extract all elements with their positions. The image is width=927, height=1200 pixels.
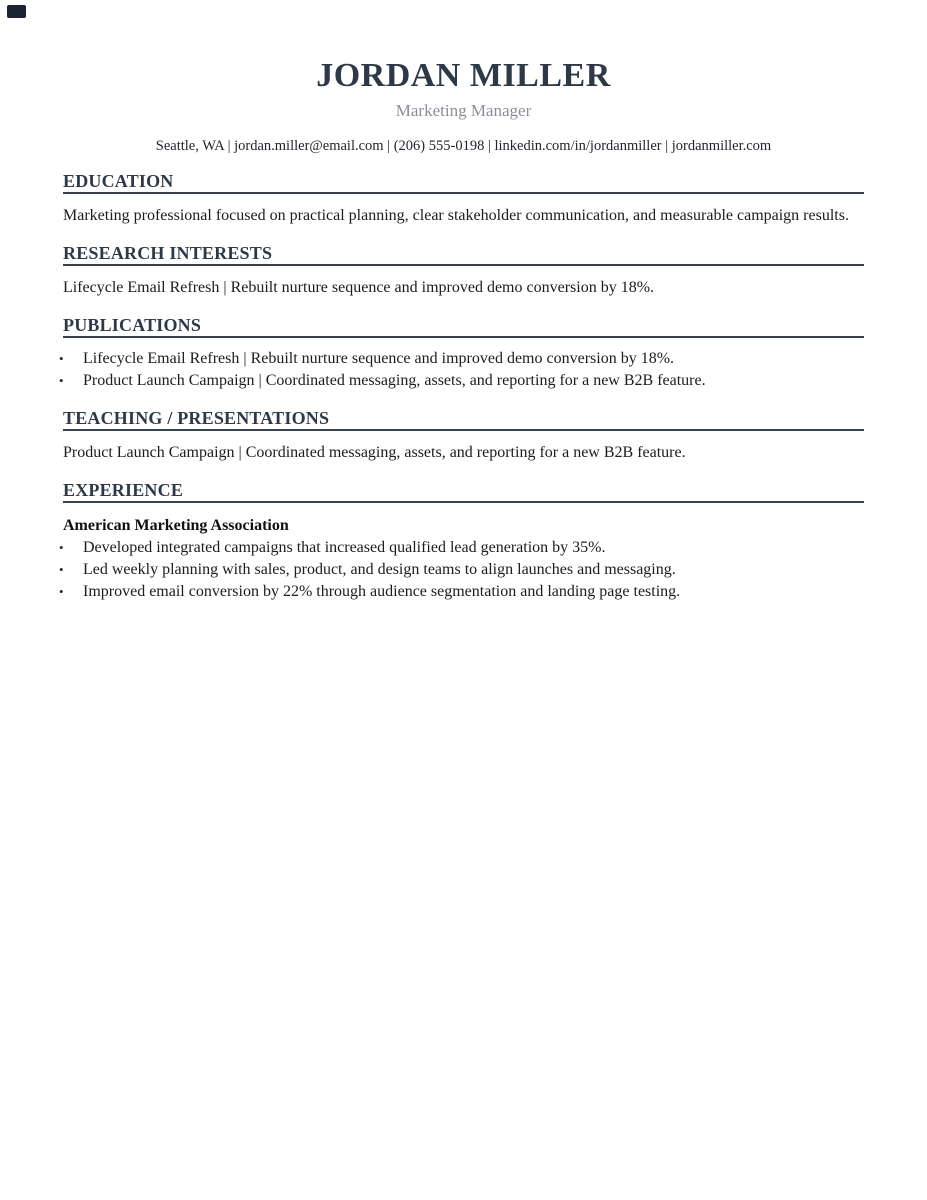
bullet-icon: • [59,562,64,577]
person-name: JORDAN MILLER [316,57,611,94]
bullet-text: Improved email conversion by 22% through audience segmentation and landing page testing. [83,583,681,600]
employer-name: American Marketing Association [63,517,289,534]
section-publications [59,315,864,392]
teaching-presentations-paragraph: Product Launch Campaign | Coordinated messaging, assets, and reporting for a new B2B feature. [63,444,686,461]
bullet-icon: • [59,584,64,599]
section-heading-research-interests: RESEARCH INTERESTS [63,243,864,266]
section-teaching-presentations [63,408,864,464]
experience-list [59,537,864,603]
job-title: Marketing Manager [395,101,532,120]
bullet-text: Product Launch Campaign | Coordinated messaging, assets, and reporting for a new B2B feature. [83,372,706,389]
research-interests-paragraph: Lifecycle Email Refresh | Rebuilt nurture sequence and improved demo conversion by 18%. [63,279,655,296]
list-item [57,370,864,392]
publications-list [59,348,864,392]
list-item [57,348,864,370]
list-item [57,537,864,559]
page-corner-marker [7,5,26,18]
list-item [57,581,864,603]
section-heading-education: EDUCATION [63,171,864,194]
section-education [63,171,864,227]
bullet-text: Led weekly planning with sales, product, and design teams to align launches and messaging. [83,561,676,578]
list-item [57,559,864,581]
section-experience [59,480,864,603]
section-research-interests [63,243,864,299]
bullet-icon: • [59,540,64,555]
bullet-text: Lifecycle Email Refresh | Rebuilt nurture sequence and improved demo conversion by 18%. [83,350,675,367]
bullet-text: Developed integrated campaigns that increased qualified lead generation by 35%. [83,539,606,556]
bullet-icon: • [59,351,64,366]
resume-header [63,0,864,155]
section-heading-publications: PUBLICATIONS [63,315,864,338]
section-heading-teaching-presentations: TEACHING / PRESENTATIONS [63,408,864,431]
bullet-icon: • [59,373,64,388]
education-paragraph: Marketing professional focused on practical planning, clear stakeholder communication, and measurable campaign results. [63,207,849,224]
contact-line: Seattle, WA | jordan.miller@email.com | (206) 555-0198 | linkedin.com/in/jordanmiller | jordanmiller.com [155,138,772,154]
section-heading-experience: EXPERIENCE [63,480,864,503]
